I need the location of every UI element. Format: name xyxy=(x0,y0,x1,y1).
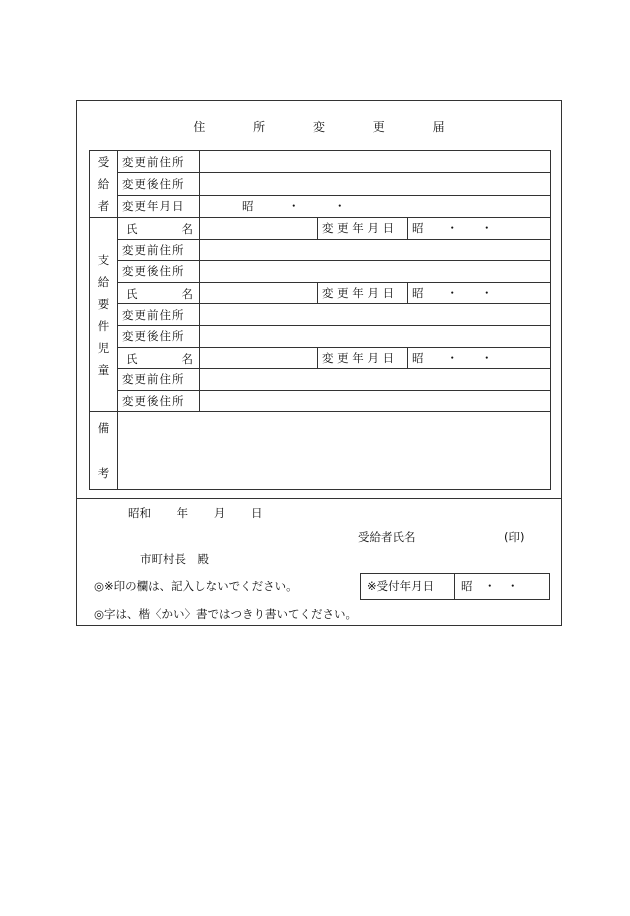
recipient-after-address-label: 変更後住所 xyxy=(118,173,200,195)
child2-name-field[interactable] xyxy=(200,282,318,304)
note-official-use: ◎※印の欄は、記入しないでください。 xyxy=(94,579,298,593)
child2-before-address-field[interactable] xyxy=(200,304,551,326)
child1-after-address-field[interactable] xyxy=(200,261,551,283)
receipt-date-box xyxy=(360,573,550,601)
child3-after-address-field[interactable] xyxy=(200,390,551,412)
child1-before-address-field[interactable] xyxy=(200,239,551,261)
note-handwriting: ◎字は、楷〈かい〉書ではつきり書いてください。 xyxy=(94,607,358,621)
divider xyxy=(76,498,562,499)
table-row xyxy=(90,195,551,217)
receipt-date-label: ※受付年月日 xyxy=(360,573,455,600)
table-row xyxy=(90,239,551,261)
recipient-after-address-field[interactable] xyxy=(200,173,551,195)
child3-name-label: 氏 名 xyxy=(118,347,200,369)
child1-after-address-label: 変更後住所 xyxy=(118,261,200,283)
child2-name-label: 氏 名 xyxy=(118,282,200,304)
recipient-before-address-label: 変更前住所 xyxy=(118,151,200,173)
table-row xyxy=(90,218,551,240)
address-change-table xyxy=(89,150,551,490)
recipient-name-label: 受給者氏名 xyxy=(358,530,416,544)
submission-date: 昭和 年 月 日 xyxy=(128,506,263,520)
remarks-label: 備 考 xyxy=(90,412,118,490)
table-row xyxy=(90,412,551,490)
child1-change-date-field[interactable]: 昭 ・ ・ xyxy=(408,218,551,240)
child3-change-date-field[interactable]: 昭 ・ ・ xyxy=(408,347,551,369)
recipient-section-label: 受 給 者 xyxy=(90,151,118,218)
mayor-address: 市町村長 殿 xyxy=(140,552,209,566)
child2-change-date-field[interactable]: 昭 ・ ・ xyxy=(408,282,551,304)
child2-after-address-label: 変更後住所 xyxy=(118,325,200,347)
table-row xyxy=(90,282,551,304)
child1-name-label: 氏 名 xyxy=(118,218,200,240)
table-row xyxy=(90,347,551,369)
seal-mark: (印) xyxy=(504,530,525,544)
remarks-field[interactable] xyxy=(118,412,551,490)
table-row xyxy=(90,369,551,391)
recipient-change-date-label: 変更年月日 xyxy=(118,195,200,217)
child1-change-date-label: 変 更 年 月 日 xyxy=(318,218,408,240)
child1-before-address-label: 変更前住所 xyxy=(118,239,200,261)
table-row xyxy=(90,325,551,347)
receipt-date-field: 昭 ・ ・ xyxy=(454,573,550,600)
children-section-label: 支 給 要 件 児 童 xyxy=(90,218,118,412)
child3-change-date-label: 変 更 年 月 日 xyxy=(318,347,408,369)
table-row xyxy=(90,173,551,195)
child2-after-address-field[interactable] xyxy=(200,325,551,347)
child1-name-field[interactable] xyxy=(200,218,318,240)
table-row xyxy=(90,304,551,326)
recipient-before-address-field[interactable] xyxy=(200,151,551,173)
table-row xyxy=(90,261,551,283)
child3-name-field[interactable] xyxy=(200,347,318,369)
child2-before-address-label: 変更前住所 xyxy=(118,304,200,326)
child3-before-address-label: 変更前住所 xyxy=(118,369,200,391)
table-row xyxy=(90,151,551,173)
child2-change-date-label: 変 更 年 月 日 xyxy=(318,282,408,304)
child3-before-address-field[interactable] xyxy=(200,369,551,391)
table-row xyxy=(90,390,551,412)
recipient-change-date-field[interactable]: 昭 ・ ・ xyxy=(200,195,551,217)
child3-after-address-label: 変更後住所 xyxy=(118,390,200,412)
form-title: 住 所 変 更 届 xyxy=(193,120,467,134)
